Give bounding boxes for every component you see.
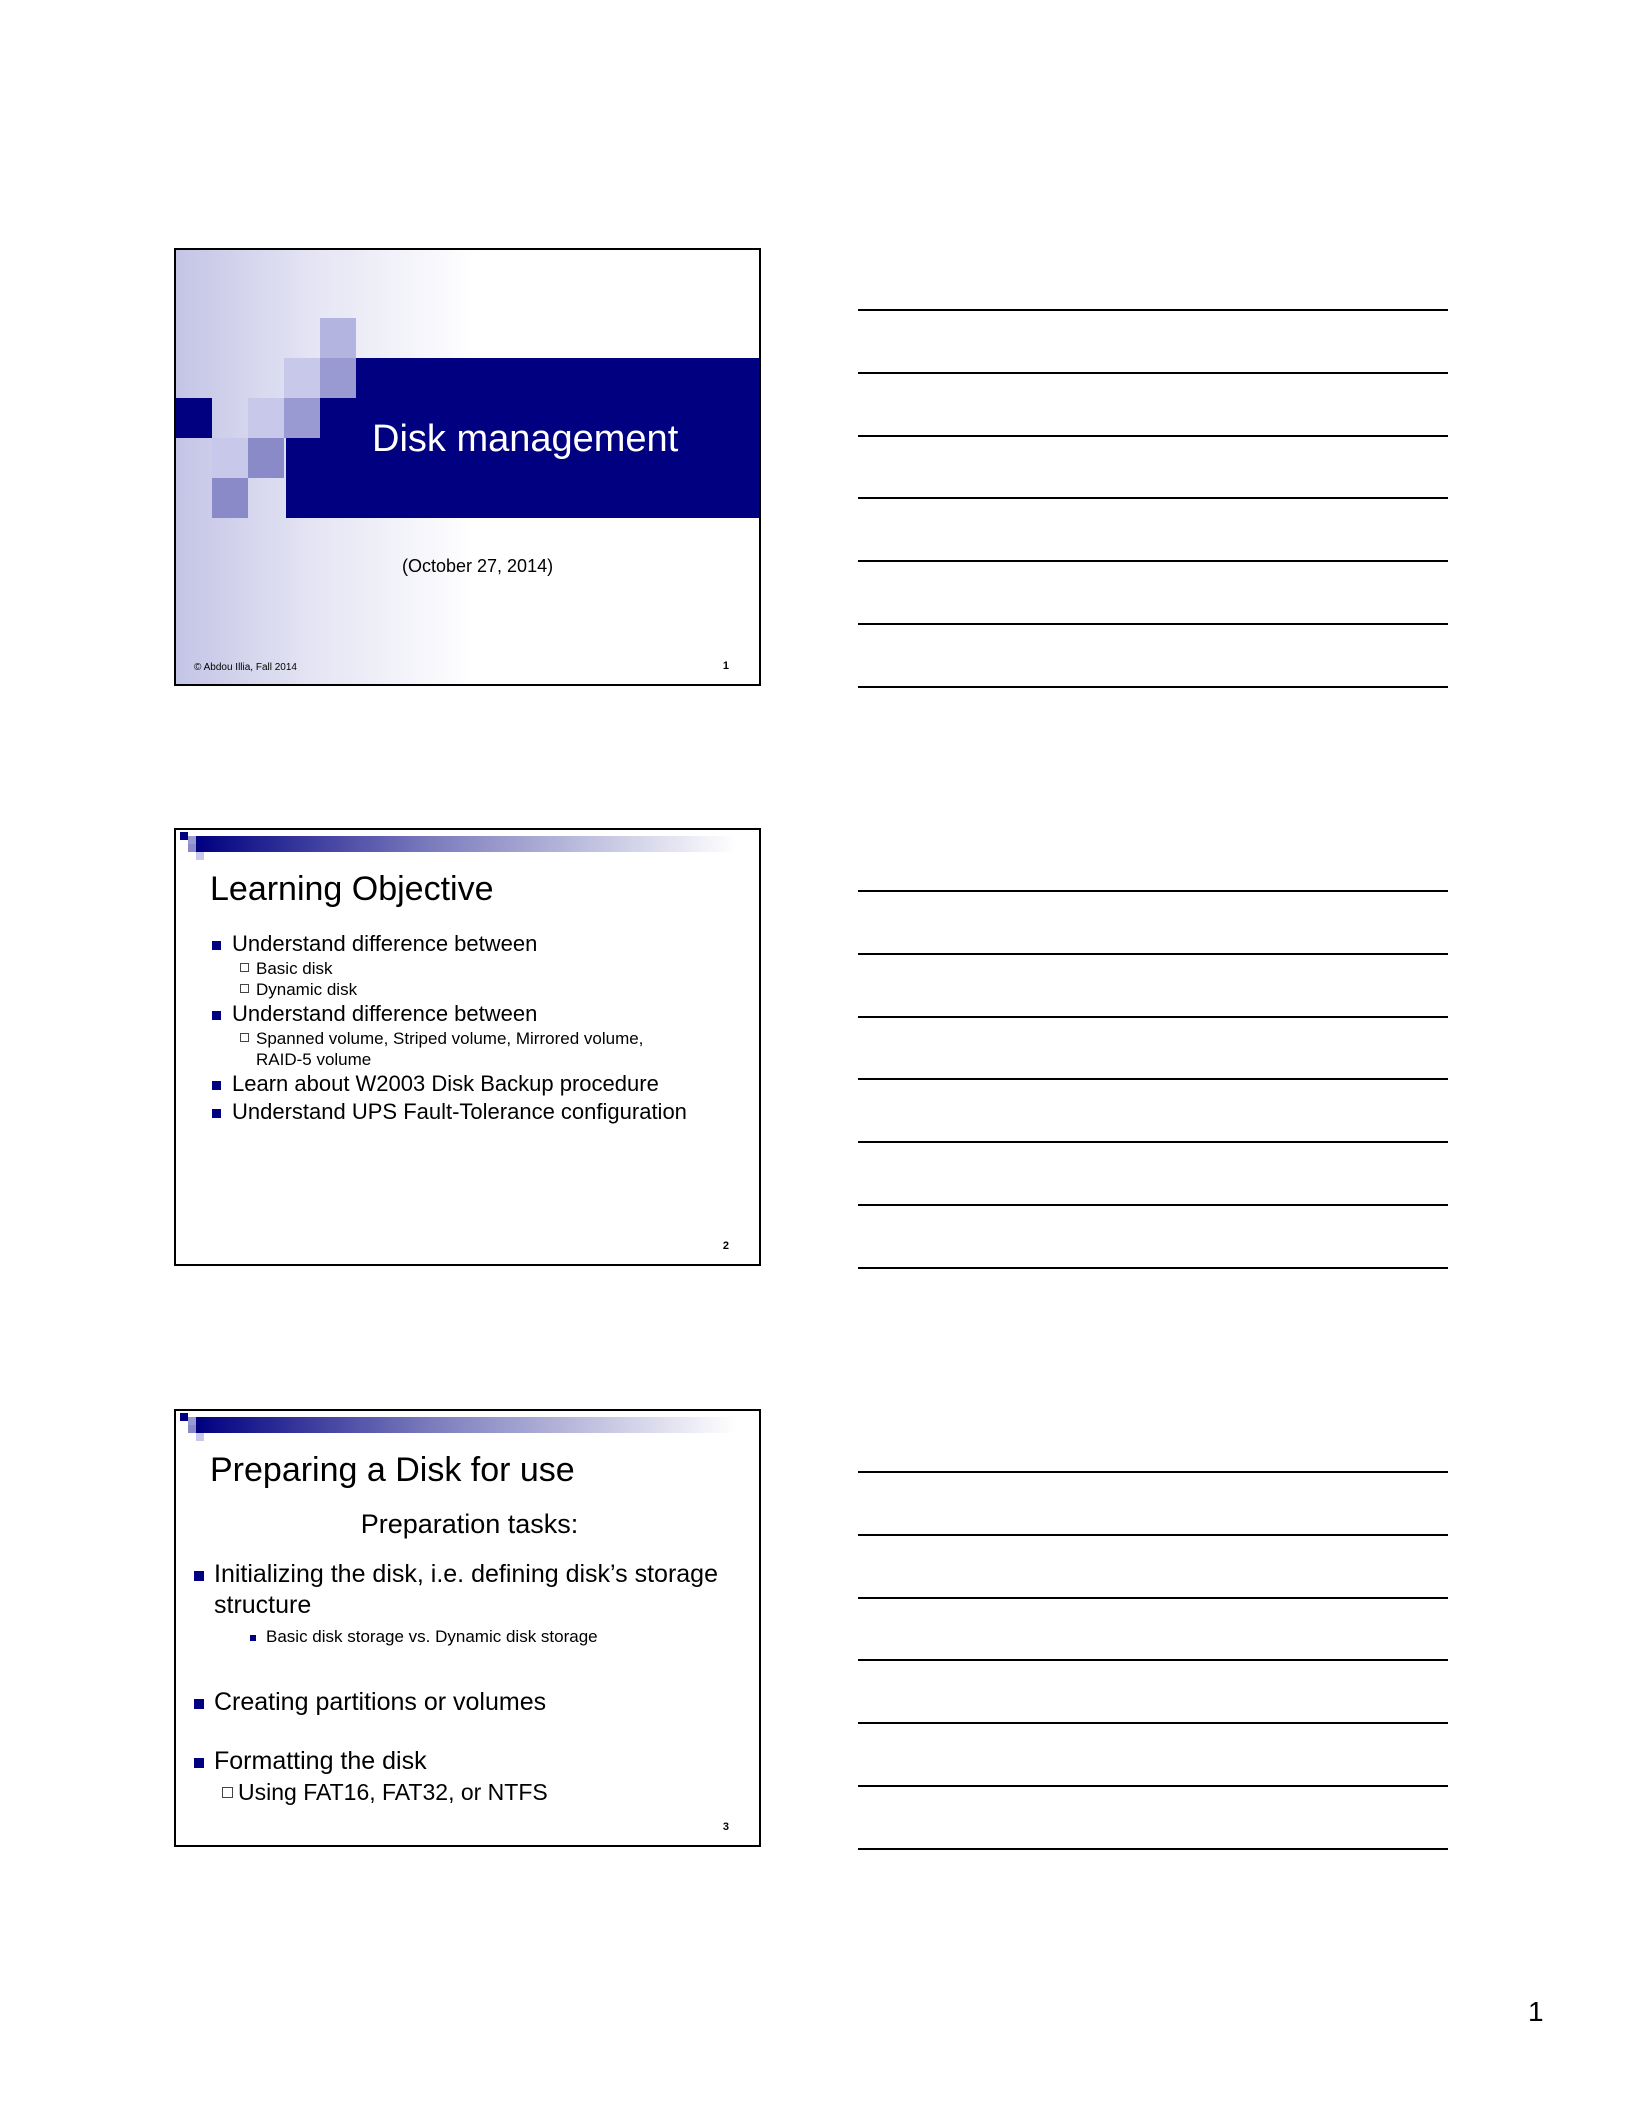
- note-line: [858, 623, 1448, 625]
- note-line: [858, 497, 1448, 499]
- deco-square: [212, 438, 248, 478]
- bullet-item: Learn about W2003 Disk Backup procedure: [210, 1070, 750, 1098]
- deco-square: [188, 1425, 196, 1433]
- deco-square: [212, 478, 248, 518]
- checkbox-bullet-icon: [240, 963, 249, 972]
- slide-3-thumbnail: [174, 1409, 761, 1847]
- note-line: [858, 1078, 1448, 1080]
- note-line: [858, 1016, 1448, 1018]
- checkbox-bullet-icon: [222, 1787, 233, 1798]
- slide-1-copyright: © Abdou Illia, Fall 2014: [194, 662, 297, 673]
- note-line: [858, 1267, 1448, 1269]
- note-line: [858, 1659, 1448, 1661]
- note-line: [858, 1722, 1448, 1724]
- note-line: [858, 1204, 1448, 1206]
- sub-bullet-item: Basic disk storage vs. Dynamic disk storage: [192, 1625, 752, 1649]
- slide-3-title: Preparing a Disk for use: [210, 1451, 575, 1489]
- note-line: [858, 890, 1448, 892]
- note-line: [858, 309, 1448, 311]
- note-line: [858, 1471, 1448, 1473]
- note-line: [858, 560, 1448, 562]
- slide-2-thumbnail: [174, 828, 761, 1266]
- bullet-item: Understand difference between: [210, 930, 750, 958]
- note-line: [858, 953, 1448, 955]
- deco-square: [248, 438, 284, 478]
- sub-bullet-item: Using FAT16, FAT32, or NTFS: [192, 1777, 752, 1807]
- slide-1-date: (October 27, 2014): [402, 556, 554, 576]
- note-line: [858, 686, 1448, 688]
- bullet-item: Creating partitions or volumes: [192, 1687, 752, 1718]
- deco-square: [180, 1413, 188, 1421]
- slide-2-number: 2: [722, 1240, 729, 1252]
- slide-1-thumbnail: [174, 248, 761, 686]
- bullet-item: Formatting the disk: [192, 1746, 752, 1777]
- sub-bullet-item: Dynamic disk: [210, 979, 750, 1000]
- checkbox-bullet-icon: [240, 984, 249, 993]
- slide-3-subtitle: Preparation tasks:: [360, 1509, 579, 1539]
- slide-3-bullet-list: [192, 1559, 752, 1807]
- page-number: 1: [1528, 1996, 1544, 2027]
- deco-square: [196, 1433, 204, 1441]
- note-line: [858, 1141, 1448, 1143]
- deco-square: [180, 832, 188, 840]
- deco-square: [320, 318, 356, 358]
- note-line: [858, 1848, 1448, 1850]
- checkbox-bullet-icon: [240, 1033, 249, 1042]
- bullet-item: Understand UPS Fault-Tolerance configuration: [210, 1098, 750, 1126]
- note-line: [858, 435, 1448, 437]
- sub-bullet-item: Basic disk: [210, 958, 750, 979]
- slide-1-number: 1: [722, 660, 729, 672]
- deco-square: [188, 836, 196, 844]
- slide-2-title: Learning Objective: [210, 870, 494, 908]
- deco-square: [248, 398, 284, 438]
- slide-1-title: Disk management: [372, 418, 679, 460]
- slide-3-header-bar: [196, 1417, 736, 1433]
- bullet-item: Understand difference between: [210, 1000, 750, 1028]
- sub-bullet-item: Spanned volume, Striped volume, Mirrored volume,: [210, 1028, 750, 1049]
- deco-square: [284, 358, 320, 398]
- note-line: [858, 372, 1448, 374]
- deco-square: [196, 852, 204, 860]
- bullet-item: Initializing the disk, i.e. defining disk’s storage structure: [192, 1559, 752, 1621]
- deco-square: [320, 358, 356, 398]
- slide-2-bullet-list: [210, 930, 750, 1126]
- note-line: [858, 1597, 1448, 1599]
- deco-square: [188, 1417, 196, 1425]
- deco-square: [284, 398, 320, 438]
- deco-square: [188, 844, 196, 852]
- slide-3-number: 3: [722, 1821, 729, 1833]
- note-line: [858, 1785, 1448, 1787]
- note-line: [858, 1534, 1448, 1536]
- slide-2-header-bar: [196, 836, 736, 852]
- deco-square: [176, 398, 212, 438]
- sub-bullet-item-continued: RAID-5 volume: [256, 1050, 372, 1069]
